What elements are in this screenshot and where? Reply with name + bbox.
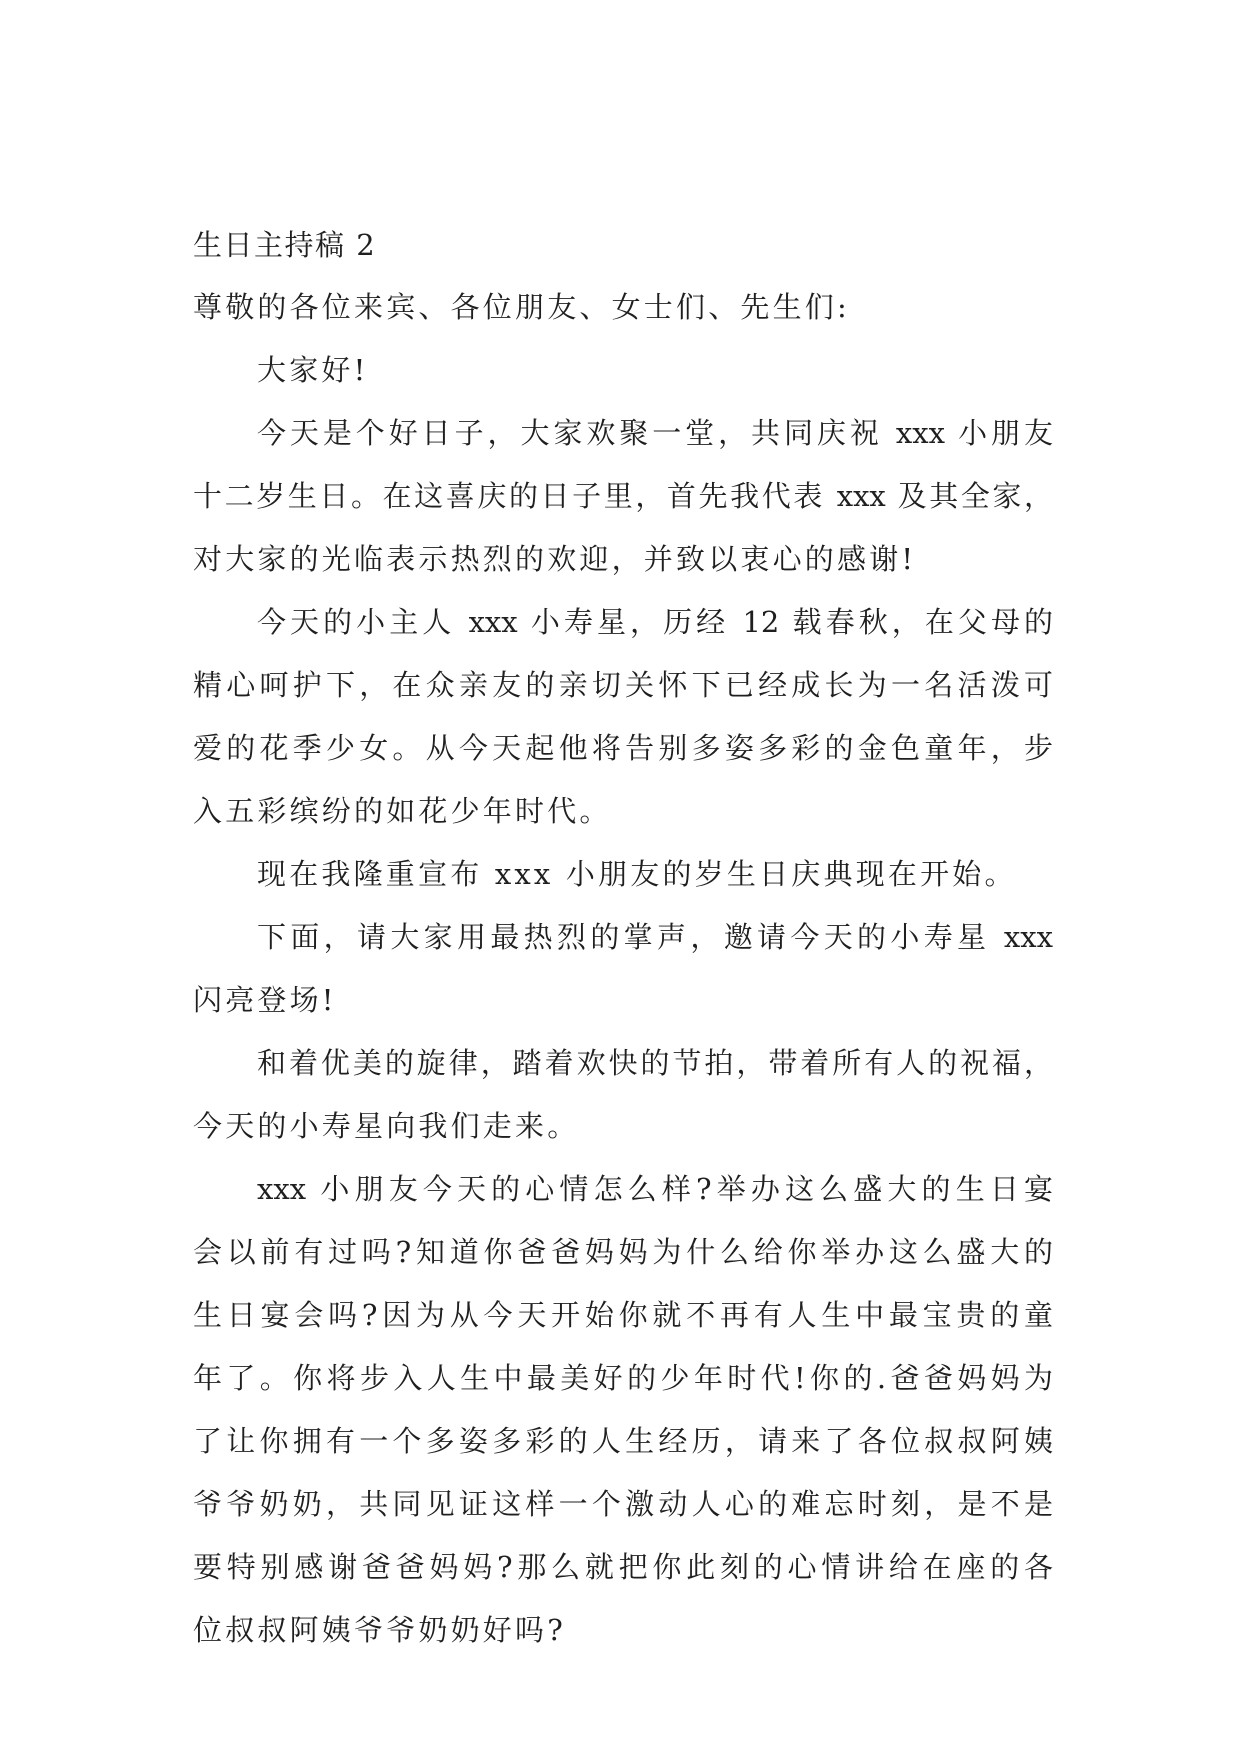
paragraph-line: 十二岁生日。在这喜庆的日子里，首先我代表 xxx 及其全家， (193, 479, 1053, 513)
greeting-line: 大家好! (257, 353, 369, 387)
paragraph-line: 了让你拥有一个多姿多彩的人生经历，请来了各位叔叔阿姨 (193, 1424, 1053, 1458)
paragraph-line: 生日宴会吗?因为从今天开始你就不再有人生中最宝贵的童 (193, 1298, 1053, 1332)
paragraph-line: 今天的小寿星向我们走来。 (193, 1109, 580, 1143)
paragraph-line: 会以前有过吗?知道你爸爸妈妈为什么给你举办这么盛大的 (193, 1235, 1053, 1269)
paragraph-line: 入五彩缤纷的如花少年时代。 (193, 794, 612, 828)
paragraph-line: 年了。你将步入人生中最美好的少年时代!你的.爸爸妈妈为 (193, 1361, 1053, 1395)
paragraph-line: 精心呵护下，在众亲友的亲切关怀下已经成长为一名活泼可 (193, 668, 1053, 702)
paragraph-line: 位叔叔阿姨爷爷奶奶好吗? (193, 1613, 566, 1647)
paragraph-line: 今天是个好日子，大家欢聚一堂，共同庆祝 xxx 小朋友 (257, 416, 1053, 450)
paragraph-line: 和着优美的旋律，踏着欢快的节拍，带着所有人的祝福， (257, 1046, 1053, 1080)
paragraph-line: xxx 小朋友今天的心情怎么样?举办这么盛大的生日宴 (257, 1172, 1053, 1206)
document-title: 生日主持稿 2 (193, 228, 377, 262)
salutation-line: 尊敬的各位来宾、各位朋友、女士们、先生们: (193, 290, 850, 324)
paragraph-line: 现在我隆重宣布 xxx 小朋友的岁生日庆典现在开始。 (257, 857, 1017, 891)
paragraph-line: 今天的小主人 xxx 小寿星，历经 12 载春秋，在父母的 (257, 605, 1053, 639)
paragraph-line: 爷爷奶奶，共同见证这样一个激动人心的难忘时刻，是不是 (193, 1487, 1053, 1521)
paragraph-line: 爱的花季少女。从今天起他将告别多姿多彩的金色童年，步 (193, 731, 1053, 765)
paragraph-line: 要特别感谢爸爸妈妈?那么就把你此刻的心情讲给在座的各 (193, 1550, 1053, 1584)
paragraph-line: 闪亮登场! (193, 983, 337, 1017)
paragraph-line: 下面，请大家用最热烈的掌声，邀请今天的小寿星 xxx (257, 920, 1053, 954)
paragraph-line: 对大家的光临表示热烈的欢迎，并致以衷心的感谢! (193, 542, 917, 576)
document-body (193, 214, 1053, 1662)
